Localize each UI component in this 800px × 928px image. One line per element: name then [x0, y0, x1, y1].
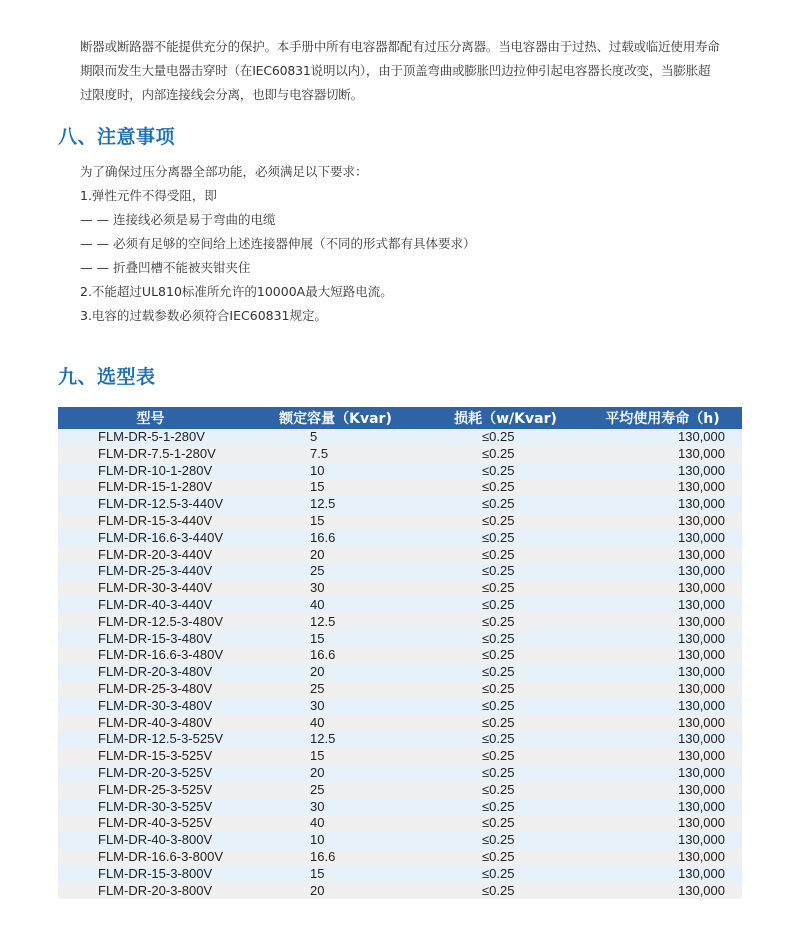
cell-model: FLM-DR-16.6-3-440V	[58, 530, 243, 547]
cell-rated-capacity: 16.6	[243, 849, 428, 866]
cell-rated-capacity: 10	[243, 832, 428, 849]
cell-loss: ≤0.25	[428, 513, 583, 530]
intro-paragraph: 断器或断路器不能提供充分的保护。本手册中所有电容器都配有过压分离器。当电容器由于过热、过载或临近使用寿命期限而发生大量电器击穿时（在IEC60831说明以内），由于顶盖弯曲或膨胀凹边拉伸引起电容器长度改变，当膨胀超过限度时，内部连接线会分离，也即与电容器切断。	[80, 39, 720, 102]
table-row	[58, 748, 742, 765]
cell-loss: ≤0.25	[428, 832, 583, 849]
cell-model: FLM-DR-16.6-3-480V	[58, 647, 243, 664]
cell-model: FLM-DR-20-3-525V	[58, 765, 243, 782]
cell-rated-capacity: 15	[243, 866, 428, 883]
cell-rated-capacity: 7.5	[243, 446, 428, 463]
table-row	[58, 866, 742, 883]
cell-rated-capacity: 12.5	[243, 614, 428, 631]
cell-rated-capacity: 25	[243, 681, 428, 698]
cell-model: FLM-DR-15-3-440V	[58, 513, 243, 530]
section-heading-selection: 九、选型表	[58, 366, 156, 388]
cell-rated-capacity: 12.5	[243, 496, 428, 513]
header-average-life: 平均使用寿命（h)	[583, 407, 742, 429]
cell-loss: ≤0.25	[428, 580, 583, 597]
table-row	[58, 731, 742, 748]
cell-loss: ≤0.25	[428, 429, 583, 446]
cell-average-life: 130,000	[583, 698, 742, 715]
cell-model: FLM-DR-12.5-3-480V	[58, 614, 243, 631]
cell-model: FLM-DR-7.5-1-280V	[58, 446, 243, 463]
cell-loss: ≤0.25	[428, 496, 583, 513]
cell-model: FLM-DR-25-3-440V	[58, 563, 243, 580]
table-row	[58, 530, 742, 547]
cell-model: FLM-DR-12.5-3-440V	[58, 496, 243, 513]
table-row	[58, 782, 742, 799]
cell-model: FLM-DR-15-3-525V	[58, 748, 243, 765]
cell-loss: ≤0.25	[428, 883, 583, 900]
cell-rated-capacity: 15	[243, 513, 428, 530]
cell-loss: ≤0.25	[428, 849, 583, 866]
requirement-line: 2.不能超过UL810标准所允许的10000A最大短路电流。	[80, 284, 393, 299]
cell-model: FLM-DR-10-1-280V	[58, 463, 243, 480]
cell-loss: ≤0.25	[428, 446, 583, 463]
cell-loss: ≤0.25	[428, 782, 583, 799]
cell-average-life: 130,000	[583, 479, 742, 496]
cell-loss: ≤0.25	[428, 698, 583, 715]
requirements-list	[80, 160, 475, 328]
cell-loss: ≤0.25	[428, 715, 583, 732]
cell-model: FLM-DR-15-1-280V	[58, 479, 243, 496]
requirement-line: 3.电容的过载参数必须符合IEC60831规定。	[80, 308, 328, 323]
cell-model: FLM-DR-20-3-440V	[58, 547, 243, 564]
cell-model: FLM-DR-15-3-800V	[58, 866, 243, 883]
cell-model: FLM-DR-25-3-480V	[58, 681, 243, 698]
cell-model: FLM-DR-30-3-440V	[58, 580, 243, 597]
cell-average-life: 130,000	[583, 883, 742, 900]
cell-average-life: 130,000	[583, 597, 742, 614]
cell-average-life: 130,000	[583, 681, 742, 698]
cell-model: FLM-DR-40-3-525V	[58, 815, 243, 832]
table-header-row	[58, 407, 742, 429]
cell-loss: ≤0.25	[428, 530, 583, 547]
table-row	[58, 513, 742, 530]
cell-rated-capacity: 20	[243, 883, 428, 900]
table-row	[58, 849, 742, 866]
cell-loss: ≤0.25	[428, 631, 583, 648]
cell-average-life: 130,000	[583, 446, 742, 463]
requirement-line: 1.弹性元件不得受阻，即	[80, 188, 217, 203]
cell-loss: ≤0.25	[428, 479, 583, 496]
cell-average-life: 130,000	[583, 748, 742, 765]
cell-model: FLM-DR-40-3-800V	[58, 832, 243, 849]
cell-average-life: 130,000	[583, 715, 742, 732]
table-row	[58, 631, 742, 648]
table-row	[58, 580, 742, 597]
table-row	[58, 429, 742, 446]
selection-table	[58, 407, 742, 899]
cell-rated-capacity: 30	[243, 799, 428, 816]
cell-rated-capacity: 40	[243, 597, 428, 614]
table-row	[58, 883, 742, 900]
cell-rated-capacity: 20	[243, 765, 428, 782]
table-row	[58, 479, 742, 496]
cell-average-life: 130,000	[583, 496, 742, 513]
table-row	[58, 647, 742, 664]
cell-rated-capacity: 20	[243, 664, 428, 681]
cell-model: FLM-DR-30-3-480V	[58, 698, 243, 715]
cell-loss: ≤0.25	[428, 765, 583, 782]
table-row	[58, 597, 742, 614]
cell-rated-capacity: 20	[243, 547, 428, 564]
table-row	[58, 799, 742, 816]
cell-model: FLM-DR-20-3-800V	[58, 883, 243, 900]
cell-loss: ≤0.25	[428, 563, 583, 580]
requirement-line: — — 连接线必须是易于弯曲的电缆	[80, 212, 276, 227]
cell-model: FLM-DR-12.5-3-525V	[58, 731, 243, 748]
cell-model: FLM-DR-30-3-525V	[58, 799, 243, 816]
cell-loss: ≤0.25	[428, 866, 583, 883]
cell-rated-capacity: 12.5	[243, 731, 428, 748]
cell-loss: ≤0.25	[428, 463, 583, 480]
cell-loss: ≤0.25	[428, 647, 583, 664]
table-body	[58, 429, 742, 899]
table-row	[58, 463, 742, 480]
cell-average-life: 130,000	[583, 530, 742, 547]
cell-model: FLM-DR-40-3-480V	[58, 715, 243, 732]
requirement-line: 为了确保过压分离器全部功能，必须满足以下要求：	[80, 164, 368, 179]
cell-model: FLM-DR-15-3-480V	[58, 631, 243, 648]
cell-loss: ≤0.25	[428, 614, 583, 631]
cell-rated-capacity: 16.6	[243, 530, 428, 547]
header-model: 型号	[58, 407, 243, 429]
table-row	[58, 715, 742, 732]
section-heading-notes: 八、注意事项	[58, 126, 176, 148]
cell-average-life: 130,000	[583, 664, 742, 681]
cell-average-life: 130,000	[583, 832, 742, 849]
cell-average-life: 130,000	[583, 563, 742, 580]
cell-loss: ≤0.25	[428, 748, 583, 765]
cell-rated-capacity: 30	[243, 580, 428, 597]
table-row	[58, 563, 742, 580]
cell-model: FLM-DR-5-1-280V	[58, 429, 243, 446]
cell-average-life: 130,000	[583, 547, 742, 564]
table-row	[58, 614, 742, 631]
cell-loss: ≤0.25	[428, 547, 583, 564]
cell-average-life: 130,000	[583, 765, 742, 782]
cell-average-life: 130,000	[583, 614, 742, 631]
selection-table-container	[58, 407, 742, 899]
cell-average-life: 130,000	[583, 815, 742, 832]
cell-average-life: 130,000	[583, 647, 742, 664]
cell-rated-capacity: 40	[243, 715, 428, 732]
cell-model: FLM-DR-25-3-525V	[58, 782, 243, 799]
cell-rated-capacity: 25	[243, 782, 428, 799]
table-row	[58, 815, 742, 832]
cell-rated-capacity: 40	[243, 815, 428, 832]
cell-average-life: 130,000	[583, 799, 742, 816]
cell-rated-capacity: 30	[243, 698, 428, 715]
cell-average-life: 130,000	[583, 782, 742, 799]
cell-loss: ≤0.25	[428, 799, 583, 816]
cell-rated-capacity: 15	[243, 631, 428, 648]
cell-rated-capacity: 15	[243, 479, 428, 496]
table-row	[58, 698, 742, 715]
cell-model: FLM-DR-20-3-480V	[58, 664, 243, 681]
cell-rated-capacity: 10	[243, 463, 428, 480]
table-row	[58, 832, 742, 849]
cell-average-life: 130,000	[583, 429, 742, 446]
cell-loss: ≤0.25	[428, 731, 583, 748]
cell-rated-capacity: 16.6	[243, 647, 428, 664]
cell-average-life: 130,000	[583, 849, 742, 866]
header-rated-capacity: 额定容量（Kvar)	[243, 407, 428, 429]
cell-loss: ≤0.25	[428, 597, 583, 614]
table-row	[58, 496, 742, 513]
header-loss: 损耗（w/Kvar)	[428, 407, 583, 429]
cell-rated-capacity: 15	[243, 748, 428, 765]
table-row	[58, 446, 742, 463]
cell-model: FLM-DR-16.6-3-800V	[58, 849, 243, 866]
cell-model: FLM-DR-40-3-440V	[58, 597, 243, 614]
cell-average-life: 130,000	[583, 631, 742, 648]
cell-average-life: 130,000	[583, 580, 742, 597]
cell-rated-capacity: 5	[243, 429, 428, 446]
cell-rated-capacity: 25	[243, 563, 428, 580]
table-row	[58, 765, 742, 782]
cell-average-life: 130,000	[583, 731, 742, 748]
cell-average-life: 130,000	[583, 463, 742, 480]
table-row	[58, 547, 742, 564]
cell-loss: ≤0.25	[428, 664, 583, 681]
cell-loss: ≤0.25	[428, 815, 583, 832]
cell-average-life: 130,000	[583, 866, 742, 883]
requirement-line: — — 折叠凹槽不能被夹钳夹住	[80, 260, 251, 275]
table-row	[58, 681, 742, 698]
cell-average-life: 130,000	[583, 513, 742, 530]
cell-loss: ≤0.25	[428, 681, 583, 698]
table-row	[58, 664, 742, 681]
requirement-line: — — 必须有足够的空间给上述连接器伸展（不同的形式都有具体要求）	[80, 236, 476, 251]
